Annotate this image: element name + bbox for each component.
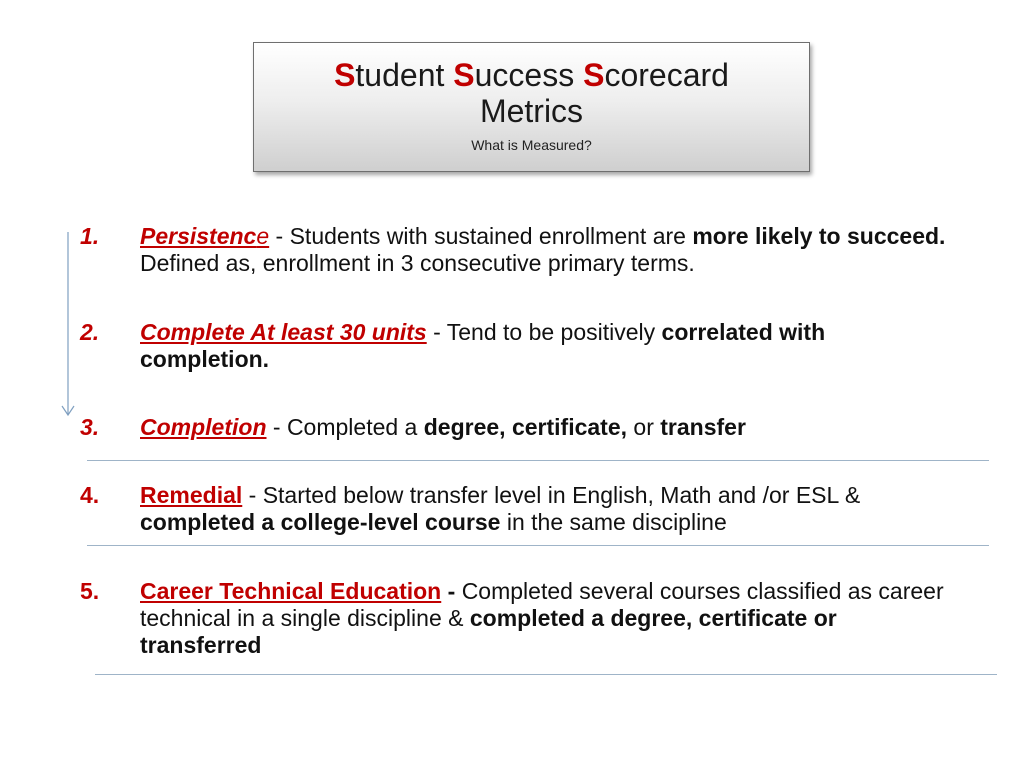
title-text: uccess: [474, 57, 584, 93]
item-text: - Students with sustained enrollment are: [269, 223, 693, 249]
item-emphasis: transfer: [660, 414, 746, 440]
down-arrow-icon: [60, 232, 76, 420]
list-item: [80, 414, 960, 441]
item-body: [140, 578, 960, 659]
item-text: Defined as, enrollment in 3 consecutive primary terms.: [140, 250, 695, 276]
item-label: Career Technical Education: [140, 578, 442, 604]
item-text: in the same discipline: [500, 509, 727, 535]
divider: [87, 460, 989, 461]
item-text: Completed several courses classified as career technical in a single discipline &: [140, 578, 944, 631]
item-number: 3.: [80, 414, 100, 440]
item-number: 4.: [80, 482, 100, 508]
title-initial: S: [583, 57, 605, 93]
item-text: - Tend to be positively: [426, 319, 662, 345]
item-body: [140, 482, 960, 536]
item-number: 1.: [80, 223, 100, 249]
title-box: [253, 42, 810, 172]
item-emphasis: completed a college-level course: [140, 509, 501, 535]
item-emphasis: more likely to succeed.: [692, 223, 946, 249]
item-label-tail: e: [256, 223, 270, 249]
item-emphasis: -: [441, 578, 462, 604]
slide-subtitle: What is Measured?: [471, 137, 592, 153]
item-number: 5.: [80, 578, 100, 604]
item-body: [140, 223, 960, 277]
item-label: Completion: [140, 414, 267, 440]
item-body: [140, 319, 960, 373]
title-line-2: Metrics: [479, 93, 584, 129]
item-emphasis: correlated with completion.: [140, 319, 826, 372]
title-text: corecard: [604, 57, 729, 93]
title-initial: S: [453, 57, 475, 93]
divider: [87, 545, 989, 546]
list-item: [80, 482, 960, 536]
list-item: [80, 223, 960, 277]
item-text: - Completed a: [266, 414, 424, 440]
item-label: Remedial: [140, 482, 243, 508]
item-emphasis: degree, certificate,: [423, 414, 628, 440]
title-text: tudent: [355, 57, 454, 93]
item-text: - Started below transfer level in English, Math and /or ESL &: [242, 482, 861, 508]
list-item: [80, 319, 960, 373]
item-text: or: [627, 414, 661, 440]
item-emphasis: completed a degree, certificate or transferred: [140, 605, 837, 658]
list-item: [80, 578, 960, 659]
divider: [95, 674, 997, 675]
title-initial: S: [334, 57, 356, 93]
item-number: 2.: [80, 319, 100, 345]
item-label: Complete At least 30 units: [140, 319, 427, 345]
item-label: [140, 223, 269, 249]
slide-title: [254, 57, 809, 93]
item-body: [140, 414, 960, 441]
item-label-main: Persistenc: [140, 223, 257, 249]
